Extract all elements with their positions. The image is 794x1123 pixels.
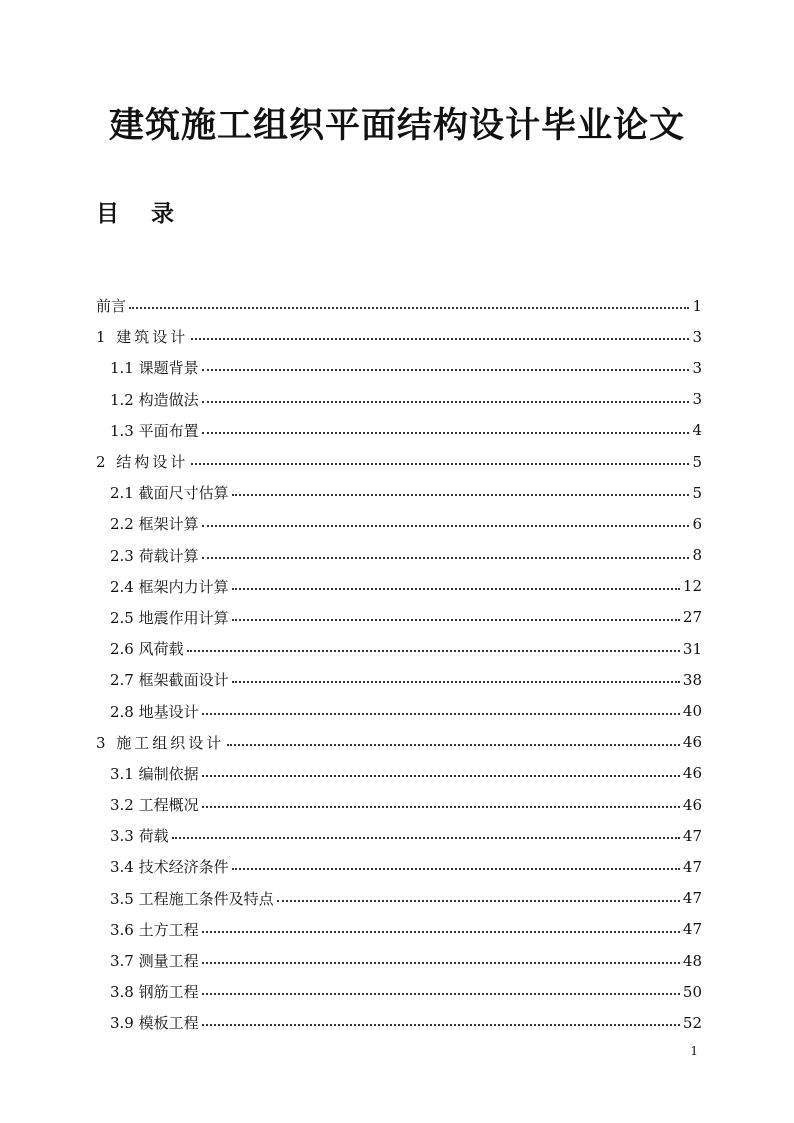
toc-dot-leader	[187, 649, 680, 652]
toc-dot-leader	[202, 805, 680, 808]
toc-dot-leader	[202, 556, 690, 559]
toc-dot-leader	[191, 462, 689, 465]
toc-entry-2-1[interactable]	[96, 477, 702, 508]
toc-entry-1-1[interactable]	[96, 352, 702, 383]
toc-entry-label: 2.4 框架内力计算	[110, 577, 229, 596]
toc-entry-page: 52	[682, 1013, 702, 1032]
toc-entry-label: 3.4 技术经济条件	[110, 858, 229, 877]
toc-entry-label: 3.5 工程施工条件及特点	[110, 889, 274, 908]
page-number: 1	[690, 1044, 698, 1058]
toc-entry-page: 8	[692, 546, 702, 565]
toc-dot-leader	[232, 680, 680, 683]
toc-entry-page: 3	[692, 358, 702, 377]
toc-entry-3-7[interactable]	[96, 945, 702, 976]
toc-entry-2-7[interactable]	[96, 664, 702, 695]
toc-entry-page: 5	[692, 483, 702, 502]
toc-dot-leader	[227, 743, 680, 746]
toc-entry-label: 3 施工组织设计	[96, 733, 225, 752]
toc-dot-leader	[202, 400, 690, 403]
toc-entry-chapter-3[interactable]	[96, 727, 702, 758]
table-of-contents	[96, 290, 702, 1039]
toc-entry-page: 47	[682, 857, 702, 876]
toc-entry-label: 前言	[96, 297, 127, 316]
toc-entry-label: 2.5 地震作用计算	[110, 608, 229, 627]
toc-entry-3-9[interactable]	[96, 1007, 702, 1038]
toc-entry-page: 48	[682, 951, 702, 970]
toc-entry-preface[interactable]	[96, 290, 702, 321]
toc-entry-page: 12	[682, 577, 702, 596]
toc-entry-3-6[interactable]	[96, 914, 702, 945]
toc-entry-chapter-1[interactable]	[96, 321, 702, 352]
toc-entry-label: 2 结构设计	[96, 453, 189, 472]
toc-entry-3-5[interactable]	[96, 883, 702, 914]
toc-dot-leader	[232, 587, 680, 590]
toc-dot-leader	[202, 368, 690, 371]
toc-entry-label: 1 建筑设计	[96, 328, 189, 347]
toc-entry-3-2[interactable]	[96, 789, 702, 820]
toc-entry-page: 46	[682, 795, 702, 814]
toc-entry-label: 1.3 平面布置	[110, 421, 199, 440]
toc-entry-label: 3.3 荷载	[110, 827, 169, 846]
toc-entry-3-4[interactable]	[96, 851, 702, 882]
toc-entry-page: 6	[692, 514, 702, 533]
toc-dot-leader	[277, 899, 680, 902]
toc-entry-page: 50	[682, 982, 702, 1001]
toc-entry-page: 46	[682, 733, 702, 752]
toc-entry-chapter-2[interactable]	[96, 446, 702, 477]
toc-entry-2-5[interactable]	[96, 602, 702, 633]
toc-dot-leader	[172, 836, 680, 839]
toc-entry-label: 2.6 风荷载	[110, 640, 184, 659]
toc-entry-2-2[interactable]	[96, 508, 702, 539]
document-title: 建筑施工组织平面结构设计毕业论文	[108, 105, 685, 146]
toc-entry-page: 40	[682, 702, 702, 721]
toc-dot-leader	[202, 774, 680, 777]
toc-entry-label: 3.8 钢筋工程	[110, 983, 199, 1002]
toc-entry-3-1[interactable]	[96, 758, 702, 789]
toc-entry-label: 2.2 框架计算	[110, 515, 199, 534]
toc-entry-page: 38	[682, 670, 702, 689]
toc-entry-page: 47	[682, 920, 702, 939]
toc-dot-leader	[232, 618, 680, 621]
toc-entry-label: 2.3 荷载计算	[110, 546, 199, 565]
toc-entry-page: 3	[692, 390, 702, 409]
toc-dot-leader	[202, 961, 680, 964]
toc-entry-2-3[interactable]	[96, 540, 702, 571]
toc-entry-label: 1.2 构造做法	[110, 390, 199, 409]
toc-entry-label: 3.2 工程概况	[110, 796, 199, 815]
toc-entry-2-6[interactable]	[96, 633, 702, 664]
toc-dot-leader	[191, 337, 689, 340]
toc-entry-1-2[interactable]	[96, 384, 702, 415]
toc-entry-label: 2.1 截面尺寸估算	[110, 484, 229, 503]
toc-dot-leader	[202, 431, 690, 434]
toc-entry-3-3[interactable]	[96, 820, 702, 851]
toc-heading: 目 录	[96, 200, 187, 227]
toc-entry-page: 5	[692, 452, 702, 471]
toc-entry-page: 4	[692, 421, 702, 440]
toc-dot-leader	[202, 992, 680, 995]
toc-entry-page: 47	[682, 889, 702, 908]
toc-dot-leader	[232, 867, 680, 870]
toc-dot-leader	[202, 930, 680, 933]
toc-entry-label: 3.9 模板工程	[110, 1014, 199, 1033]
toc-entry-2-4[interactable]	[96, 571, 702, 602]
toc-entry-page: 47	[682, 826, 702, 845]
toc-entry-page: 46	[682, 764, 702, 783]
toc-entry-page: 31	[682, 639, 702, 658]
toc-dot-leader	[232, 493, 690, 496]
toc-entry-3-8[interactable]	[96, 976, 702, 1007]
toc-entry-2-8[interactable]	[96, 695, 702, 726]
toc-entry-label: 3.1 编制依据	[110, 764, 199, 783]
toc-entry-label: 3.6 土方工程	[110, 920, 199, 939]
toc-dot-leader	[202, 712, 680, 715]
toc-entry-label: 2.8 地基设计	[110, 702, 199, 721]
toc-entry-1-3[interactable]	[96, 415, 702, 446]
toc-entry-label: 2.7 框架截面设计	[110, 671, 229, 690]
toc-dot-leader	[129, 306, 689, 309]
toc-entry-page: 3	[692, 327, 702, 346]
toc-entry-label: 1.1 课题背景	[110, 359, 199, 378]
toc-dot-leader	[202, 524, 690, 527]
toc-entry-label: 3.7 测量工程	[110, 952, 199, 971]
toc-entry-page: 27	[682, 608, 702, 627]
toc-dot-leader	[202, 1023, 680, 1026]
toc-entry-page: 1	[692, 296, 702, 315]
